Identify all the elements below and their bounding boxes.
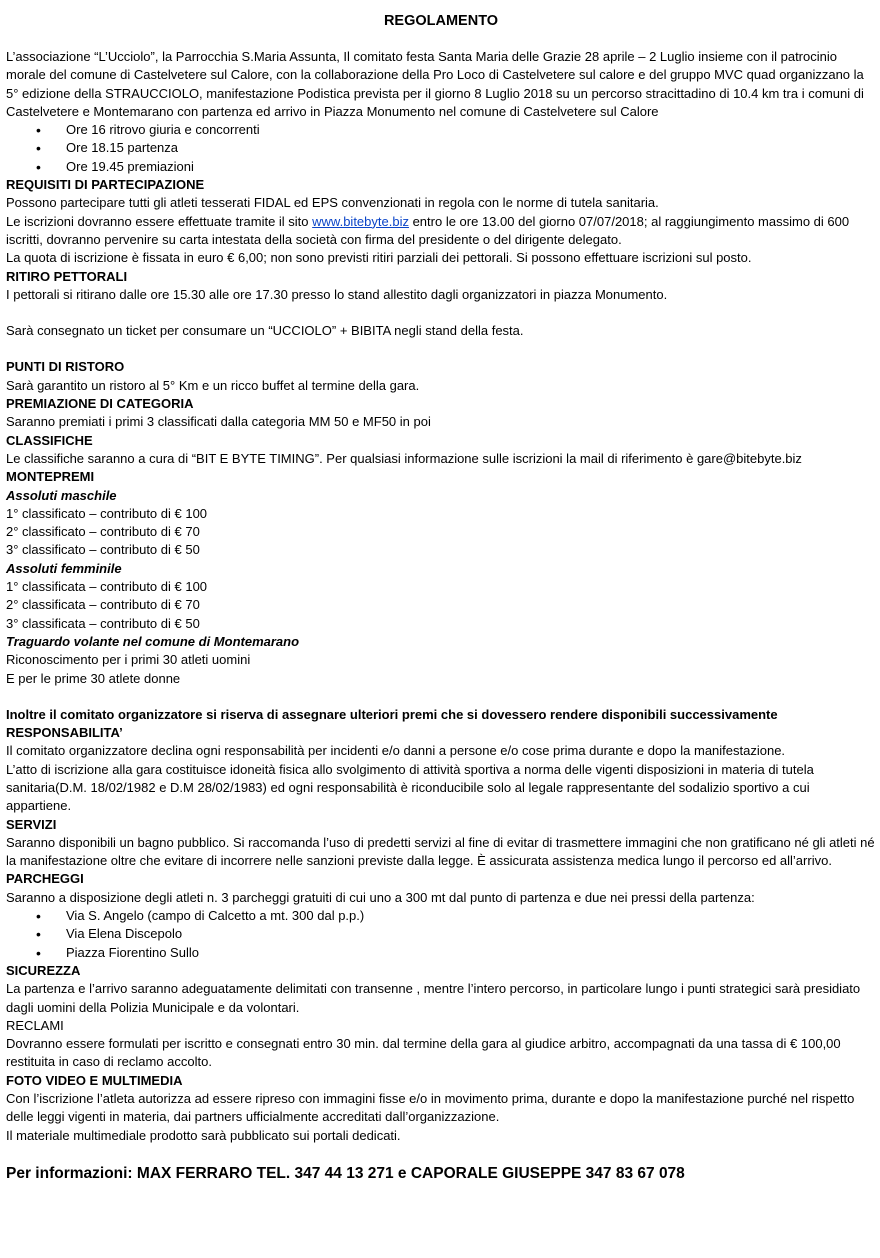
premiazione-heading: PREMIAZIONE DI CATEGORIA bbox=[6, 396, 194, 412]
classifiche-heading: CLASSIFICHE bbox=[6, 432, 93, 448]
schedule-item: • Ore 19.45 premiazioni bbox=[6, 158, 876, 176]
parcheggi-list bbox=[6, 907, 876, 962]
foto-heading: FOTO VIDEO E MULTIMEDIA bbox=[6, 1072, 183, 1088]
parcheggi-heading: PARCHEGGI bbox=[6, 871, 84, 887]
requisiti-line1: Possono partecipare tutti gli atleti tesserati FIDAL ed EPS convenzionati in regola con le norme di tutela sanitaria. bbox=[6, 195, 659, 211]
responsabilita-line1: Il comitato organizzatore declina ogni responsabilità per incidenti e/o danni a persone e/o cose prima durante e dopo la manifestazione. bbox=[6, 743, 786, 759]
classifiche-text: Le classifiche saranno a cura di “BIT E BYTE TIMING”. Per qualsiasi informazione sulle iscrizioni la mail di riferimento è gare@bitebyte.biz bbox=[6, 450, 802, 466]
traguardo-line: Riconoscimento per i primi 30 atleti uomini bbox=[6, 652, 251, 668]
reclami-text: Dovranno essere formulati per iscritto e consegnati entro 30 min. dal termine della gara al giudice arbitro, accompagnati da una tassa di € 100,00 restituita in caso di reclamo accolto. bbox=[6, 1036, 841, 1070]
spacer bbox=[6, 304, 876, 322]
reclami-heading: RECLAMI bbox=[6, 1017, 64, 1033]
prize-line: 1° classificato – contributo di € 100 bbox=[6, 505, 208, 521]
servizi-heading: SERVIZI bbox=[6, 816, 57, 832]
spacer bbox=[6, 688, 876, 706]
bitebyte-link[interactable]: www.bitebyte.biz bbox=[312, 213, 409, 229]
foto-line1: Con l’iscrizione l’atleta autorizza ad essere ripreso con immagini fisse e/o in movimento prima, durante e dopo la manifestazione purché nel rispetto delle leggi vigenti in materia, dai partners ufficialmente accreditati dall’organizzazione. bbox=[6, 1091, 855, 1125]
parcheggi-text: Saranno a disposizione degli atleti n. 3 parcheggi gratuiti di cui uno a 300 mt dal punto di partenza e due nei pressi della partenza: bbox=[6, 889, 755, 905]
requisiti-line2-before: Le iscrizioni dovranno essere effettuate tramite il sito bbox=[6, 213, 313, 229]
ristoro-heading: PUNTI DI RISTORO bbox=[6, 359, 125, 375]
parcheggio-item: • Via S. Angelo (campo di Calcetto a mt. 300 dal p.p.) bbox=[6, 907, 876, 925]
contact-footer: Per informazioni: MAX FERRARO TEL. 347 44 13 271 e CAPORALE GIUSEPPE 347 83 67 078 bbox=[6, 1164, 685, 1182]
prize-line: 2° classificato – contributo di € 70 bbox=[6, 524, 200, 540]
schedule-item: • Ore 18.15 partenza bbox=[6, 139, 876, 157]
premiazione-text: Saranno premiati i primi 3 classificati dalla categoria MM 50 e MF50 in poi bbox=[6, 414, 431, 430]
spacer bbox=[6, 340, 876, 358]
prize-line: 2° classificata – contributo di € 70 bbox=[6, 597, 200, 613]
servizi-text: Saranno disponibili un bagno pubblico. Si raccomanda l’uso di predetti servizi al fine di evitar di trasmettere immagini che non gratificano né gli atleti né la manifestazione oltre che evitare di incorrere nelle sanzioni previste dalla legge. È assicurata assistenza medica lungo il percorso ed all’arrivo. bbox=[6, 834, 875, 869]
maschile-heading: Assoluti maschile bbox=[6, 487, 117, 503]
montepremi-heading: MONTEPREMI bbox=[6, 469, 95, 485]
prize-line: 1° classificata – contributo di € 100 bbox=[6, 579, 208, 595]
inoltre-text: Inoltre il comitato organizzatore si riserva di assegnare ulteriori premi che si dovessero rendere disponibili successivamente bbox=[6, 706, 778, 722]
intro-paragraph: L’associazione “L’Ucciolo”, la Parrocchia S.Maria Assunta, Il comitato festa Santa Maria delle Grazie 28 aprile – 2 Luglio insieme con il patrocinio morale del comune di Castelvetere sul Calore, con la collaborazione della Pro Loco di Castelvetere sul calore e del gruppo MVC quad organizzano la 5° edizione della STRAUCCIOLO, manifestazione Podistica prevista per il giorno 8 Luglio 2018 su un percorso stracittadino di 10.4 km tra i comuni di Castelvetere e Montemarano con partenza ed arrivo in Piazza Monumento nel comune di Castelvetere sul Calore bbox=[6, 49, 864, 119]
prize-line: 3° classificata – contributo di € 50 bbox=[6, 615, 200, 631]
ritiro-text: I pettorali si ritirano dalle ore 15.30 alle ore 17.30 presso lo stand allestito dagli organizzatori in piazza Monumento. bbox=[6, 286, 668, 302]
schedule-item: • Ore 16 ritrovo giuria e concorrenti bbox=[6, 121, 876, 139]
schedule-list bbox=[6, 121, 876, 176]
document-title: REGOLAMENTO bbox=[383, 13, 499, 29]
ristoro-text: Sarà garantito un ristoro al 5° Km e un ricco buffet al termine della gara. bbox=[6, 377, 420, 393]
sicurezza-text: La partenza e l’arrivo saranno adeguatamente delimitati con transenne , mentre l’intero percorso, in particolare lungo i punti strategici sarà presidiato dagli uomini della Polizia Municipale e da volontari. bbox=[6, 981, 861, 1015]
femminile-heading: Assoluti femminile bbox=[6, 560, 122, 576]
requisiti-line3: La quota di iscrizione è fissata in euro € 6,00; non sono previsti ritiri parziali dei pettorali. Si possono effettuare iscrizioni sul posto. bbox=[6, 250, 752, 266]
responsabilita-line2: L’atto di iscrizione alla gara costituisce idoneità fisica allo svolgimento di attività sportiva a norma delle vigenti disposizioni in materia di tutela sanitaria(D.M. 18/02/1982 e D.M 28/02/1983) ed ogni responsabilità è riconducibile solo al legale rappresentante del sodalizio sportivo a cui appartiene. bbox=[6, 761, 814, 814]
sicurezza-heading: SICUREZZA bbox=[6, 962, 81, 978]
foto-line2: Il materiale multimediale prodotto sarà pubblicato sui portali dedicati. bbox=[6, 1127, 401, 1143]
traguardo-heading: Traguardo volante nel comune di Montemarano bbox=[6, 633, 300, 649]
traguardo-line: E per le prime 30 atlete donne bbox=[6, 670, 181, 686]
parcheggio-item: • Piazza Fiorentino Sullo bbox=[6, 944, 876, 962]
requisiti-line2-after: entro le ore 13.00 del giorno 07/07/2018; al raggiungimento massimo di 600 iscritti, dovranno pervenire su carta intestata della società con firma del presidente o del dirigente delegato. bbox=[6, 213, 850, 247]
ritiro-heading: RITIRO PETTORALI bbox=[6, 268, 128, 284]
ticket-text: Sarà consegnato un ticket per consumare un “UCCIOLO” + BIBITA negli stand della festa. bbox=[6, 323, 524, 339]
requisiti-heading: REQUISITI DI PARTECIPAZIONE bbox=[6, 177, 205, 193]
prize-line: 3° classificato – contributo di € 50 bbox=[6, 542, 200, 558]
requisiti-line2 bbox=[6, 213, 876, 250]
parcheggio-item: • Via Elena Discepolo bbox=[6, 925, 876, 943]
responsabilita-heading: RESPONSABILITA’ bbox=[6, 725, 123, 741]
